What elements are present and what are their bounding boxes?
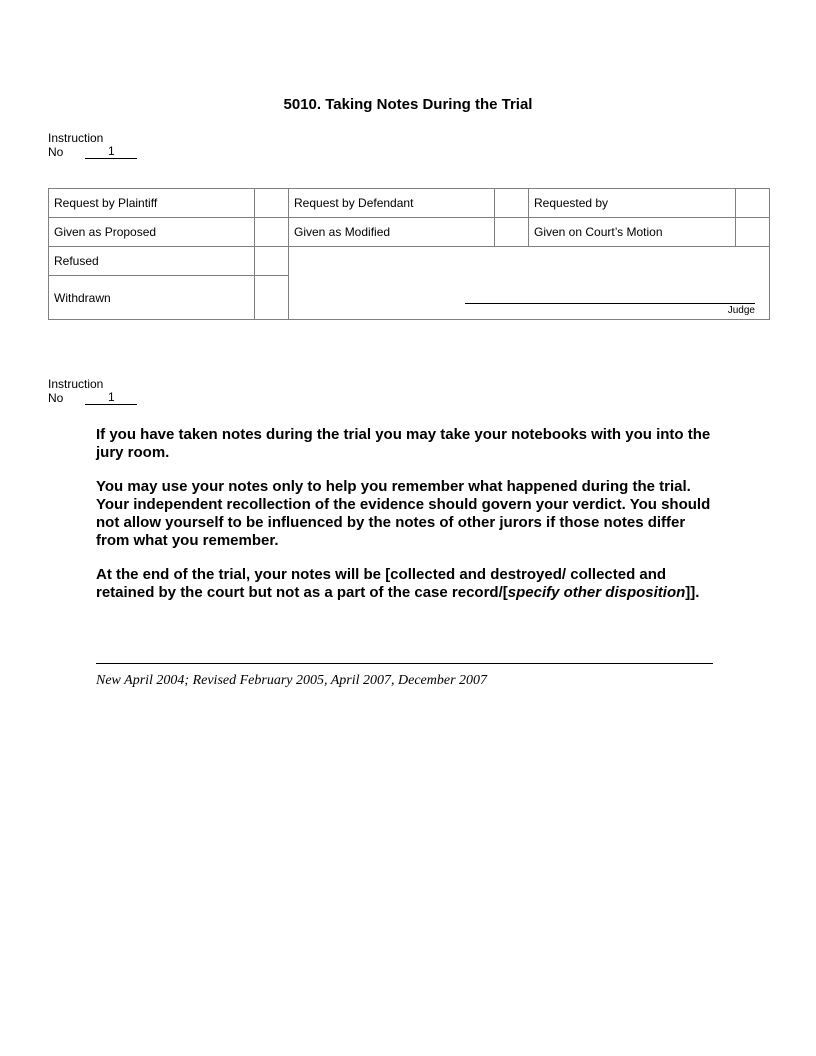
body-paragraph-3-italic: specify other disposition [507, 584, 686, 601]
given-as-modified-checkbox[interactable] [495, 218, 529, 247]
instruction-number-field[interactable]: 1 [85, 145, 137, 159]
given-as-modified-label: Given as Modified [289, 218, 495, 247]
body-paragraph-2: You may use your notes only to help you remember what happened during the trial. Your independent recollection of the evidence should govern your verdict. You should not allow yourself to be influenced by the notes of other jurors if those notes differ from what you remember. [96, 478, 711, 549]
instruction-label: Instruction [48, 377, 104, 391]
requested-by-label: Requested by [529, 189, 736, 218]
instruction-label: Instruction [48, 131, 104, 145]
body-paragraph-1: If you have taken notes during the trial you may take your notebooks with you into the jury room. [96, 426, 711, 461]
body-paragraph-3 [96, 566, 716, 602]
instruction-number-field[interactable]: 1 [85, 391, 137, 405]
revision-history: New April 2004; Revised February 2005, April 2007, December 2007 [96, 673, 488, 688]
request-by-plaintiff-checkbox[interactable] [255, 189, 289, 218]
given-on-courts-motion-checkbox[interactable] [736, 218, 770, 247]
no-label: No [48, 391, 64, 405]
withdrawn-checkbox[interactable] [255, 276, 289, 320]
request-by-defendant-checkbox[interactable] [495, 189, 529, 218]
judge-signature-area [289, 247, 770, 320]
instruction-disposition-form [48, 188, 770, 320]
instruction-body [96, 426, 716, 618]
request-by-plaintiff-label: Request by Plaintiff [49, 189, 255, 218]
request-by-defendant-label: Request by Defendant [289, 189, 495, 218]
refused-label: Refused [49, 247, 255, 276]
body-paragraph-3-start: At the end of the trial, your notes will be [collected and destroyed/ collected and retained by the court but not as a part of the case record/[ [96, 566, 667, 601]
body-paragraph-3-end: ]]. [685, 584, 700, 601]
judge-signature-line[interactable] [465, 303, 755, 304]
given-as-proposed-label: Given as Proposed [49, 218, 255, 247]
given-as-proposed-checkbox[interactable] [255, 218, 289, 247]
requested-by-checkbox[interactable] [736, 189, 770, 218]
refused-checkbox[interactable] [255, 247, 289, 276]
instruction-number-block-top [48, 131, 137, 159]
page-title: 5010. Taking Notes During the Trial [283, 96, 533, 113]
no-label: No [48, 145, 64, 159]
withdrawn-label: Withdrawn [49, 276, 255, 320]
given-on-courts-motion-label: Given on Court’s Motion [529, 218, 736, 247]
judge-label: Judge [727, 305, 755, 316]
instruction-number-block-bottom [48, 377, 137, 405]
section-divider [96, 663, 713, 664]
